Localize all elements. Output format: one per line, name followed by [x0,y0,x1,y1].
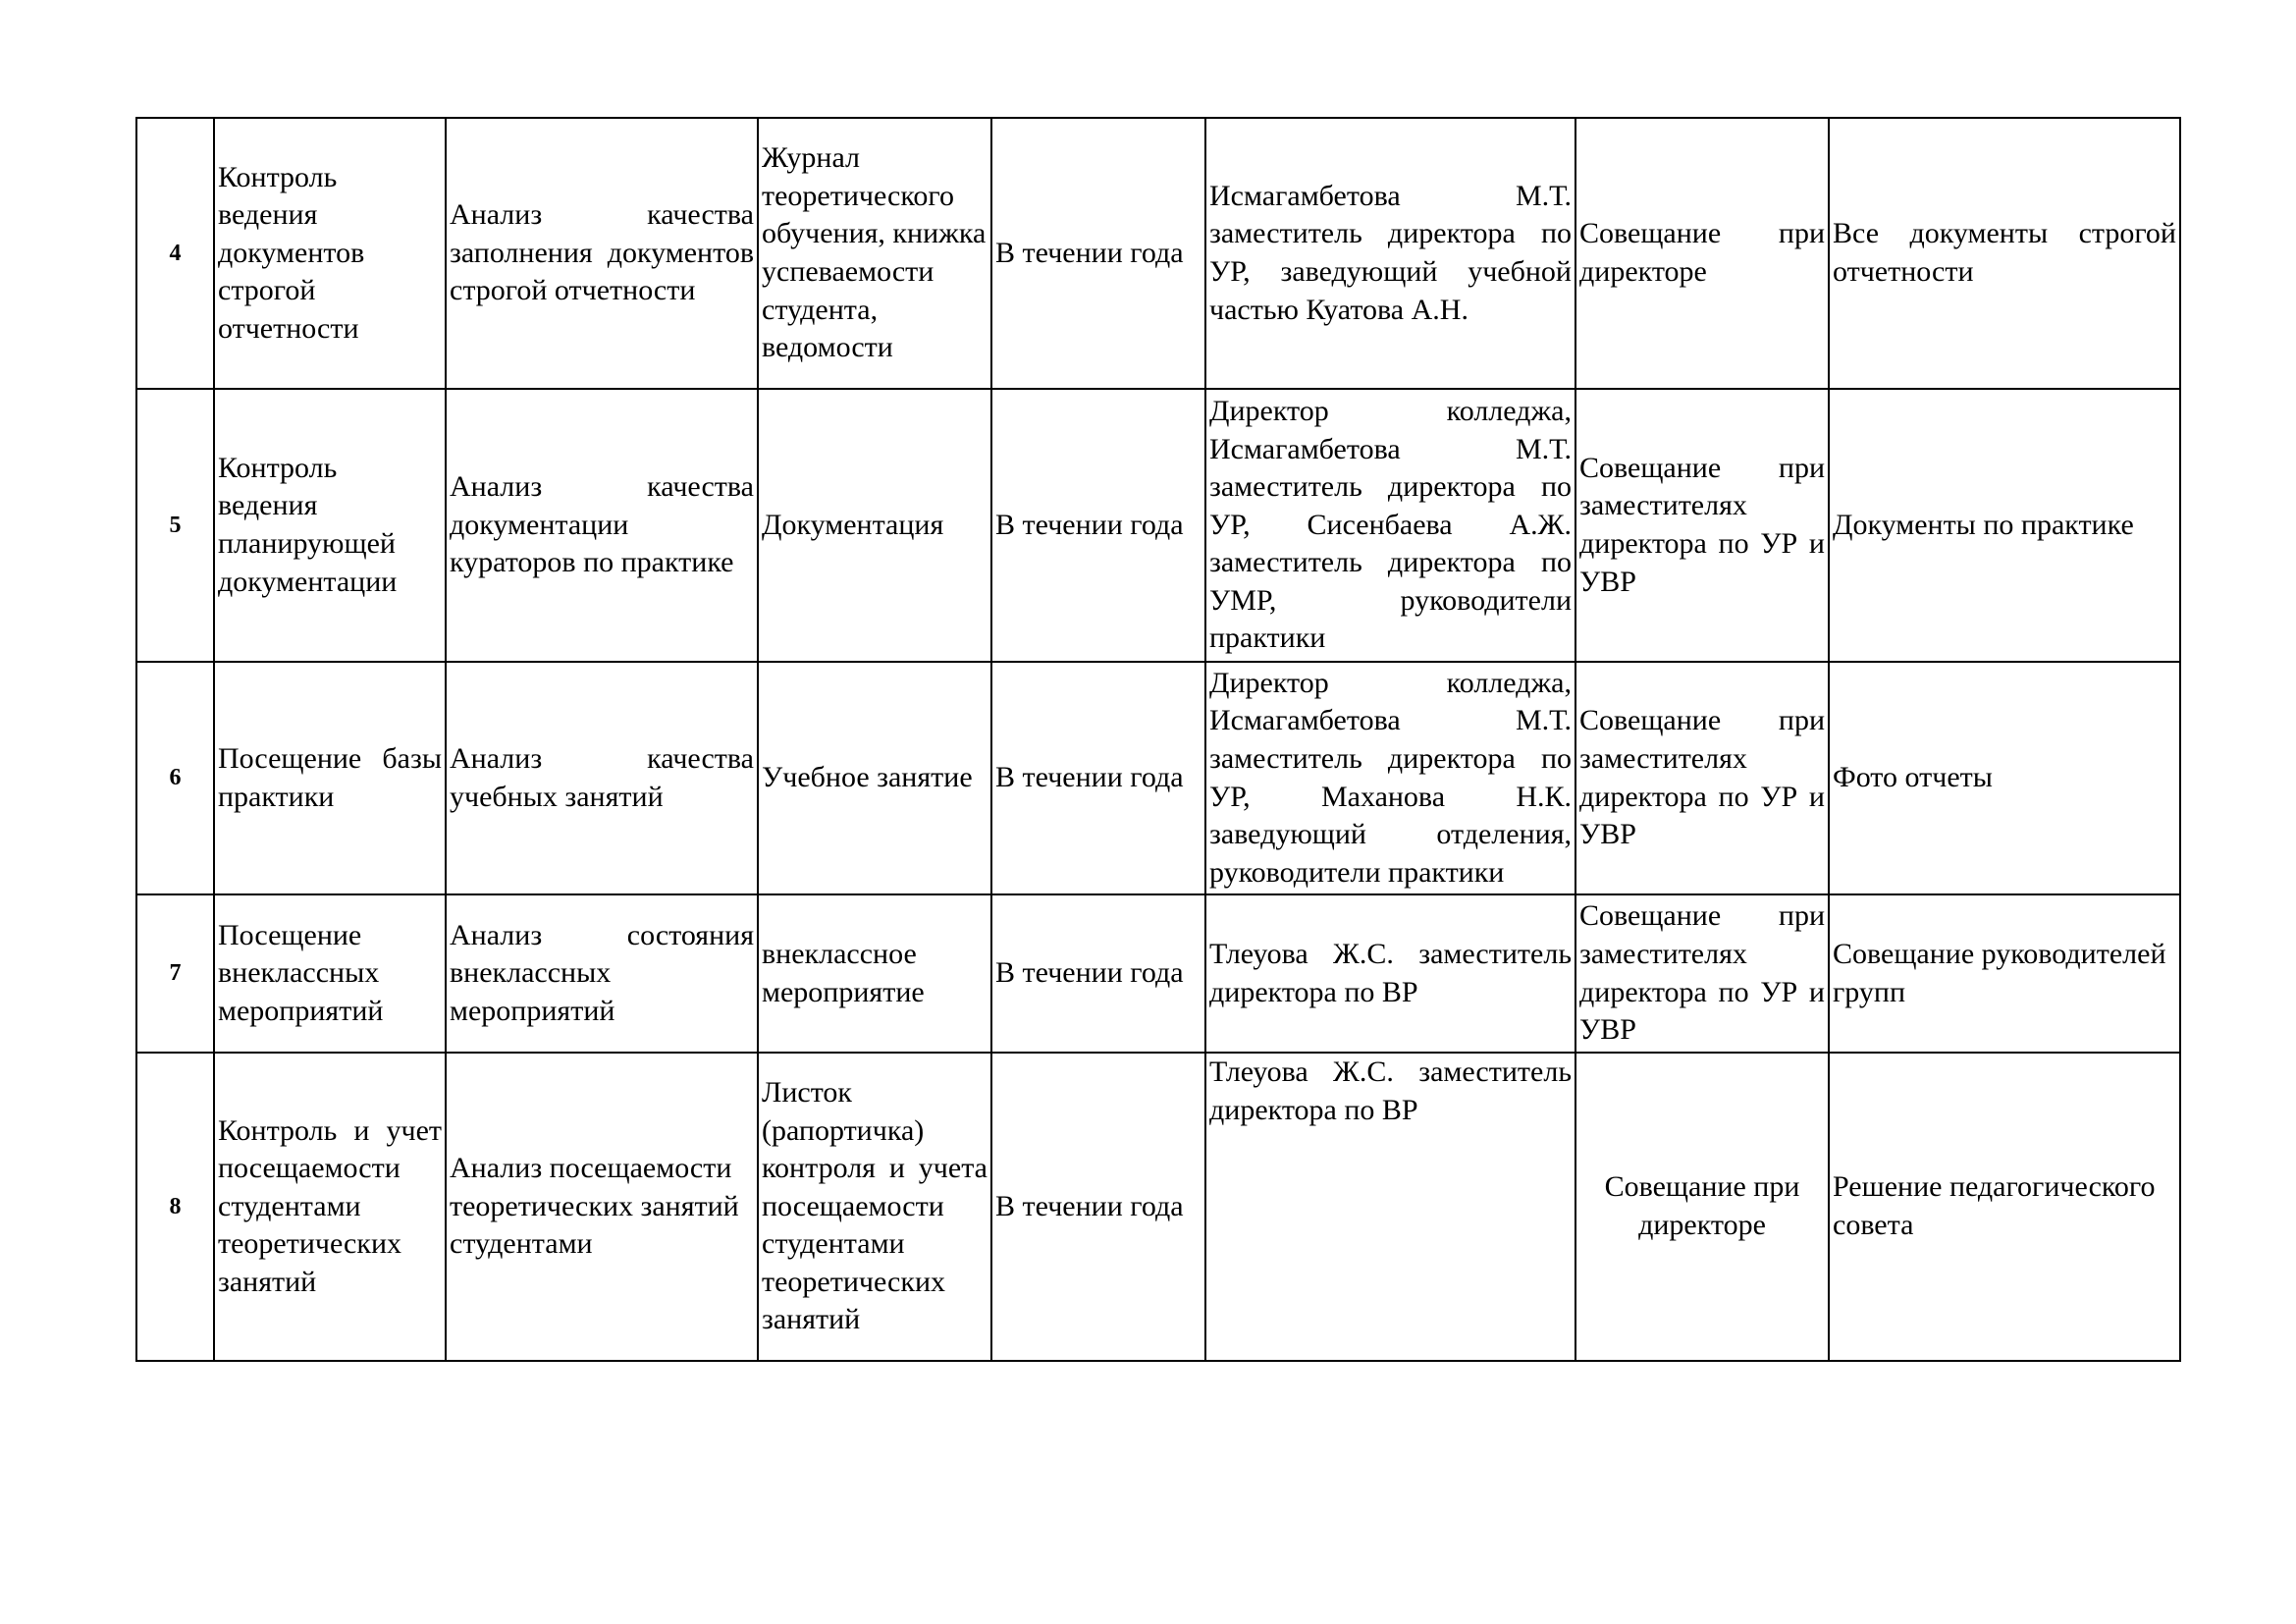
control-object-cell: Журнал теоретического обучения, книжка успеваемости студента, ведомости [758,118,991,389]
control-subject-cell: Посещение базы практики [214,662,446,894]
control-purpose-cell: Анализ качества документации кураторов по практике [446,389,758,662]
control-object-cell: Учебное занятие [758,662,991,894]
table-row [136,894,2180,1053]
result-cell: Документы по практике [1829,389,2180,662]
control-object-cell: Листок (рапортичка) контроля и учета посещаемости студентами теоретических занятий [758,1053,991,1361]
control-purpose-cell: Анализ посещаемости теоретических занятий студентами [446,1053,758,1361]
control-purpose-cell: Анализ качества заполнения документов строгой отчетности [446,118,758,389]
row-number: 5 [136,389,214,662]
row-number: 4 [136,118,214,389]
control-purpose-cell: Анализ качества учебных занятий [446,662,758,894]
result-cell: Решение педагогического совета [1829,1053,2180,1361]
table-row [136,389,2180,662]
responsible-cell: Тлеуова Ж.С. заместитель директора по ВР [1205,894,1575,1053]
row-number: 8 [136,1053,214,1361]
term-cell: В течении года [991,118,1205,389]
review-place-cell: Совещание при заместителях директора по УР и УВР [1575,662,1829,894]
term-cell: В течении года [991,1053,1205,1361]
review-place-cell: Совещание при заместителях директора по УР и УВР [1575,389,1829,662]
result-cell: Совещание руководителей групп [1829,894,2180,1053]
result-cell: Фото отчеты [1829,662,2180,894]
responsible-cell: Директор колледжа, Исмагамбетова М.Т. заместитель директора по УР, Сисенбаева А.Ж. заместитель директора по УМР, руководители практики [1205,389,1575,662]
control-subject-cell: Контроль ведения документов строгой отчетности [214,118,446,389]
review-place-cell: Совещание при директоре [1575,118,1829,389]
term-cell: В течении года [991,894,1205,1053]
row-number: 7 [136,894,214,1053]
table-row [136,662,2180,894]
row-number: 6 [136,662,214,894]
table-row [136,118,2180,389]
term-cell: В течении года [991,662,1205,894]
responsible-cell: Директор колледжа, Исмагамбетова М.Т. заместитель директора по УР, Маханова Н.К. заведующий отделения, руководители практики [1205,662,1575,894]
control-object-cell: Документация [758,389,991,662]
control-plan-table [135,117,2181,1362]
control-subject-cell: Посещение внеклассных мероприятий [214,894,446,1053]
responsible-cell: Исмагамбетова М.Т. заместитель директора по УР, заведующий учебной частью Куатова А.Н. [1205,118,1575,389]
control-subject-cell: Контроль ведения планирующей документации [214,389,446,662]
control-purpose-cell: Анализ состояния внеклассных мероприятий [446,894,758,1053]
review-place-cell: Совещание при заместителях директора по УР и УВР [1575,894,1829,1053]
result-cell: Все документы строгой отчетности [1829,118,2180,389]
control-subject-cell: Контроль и учет посещаемости студентами теоретических занятий [214,1053,446,1361]
control-object-cell: внеклассное мероприятие [758,894,991,1053]
responsible-cell: Тлеуова Ж.С. заместитель директора по ВР [1205,1053,1575,1361]
term-cell: В течении года [991,389,1205,662]
table-row [136,1053,2180,1361]
review-place-cell: Совещание при директоре [1575,1053,1829,1361]
